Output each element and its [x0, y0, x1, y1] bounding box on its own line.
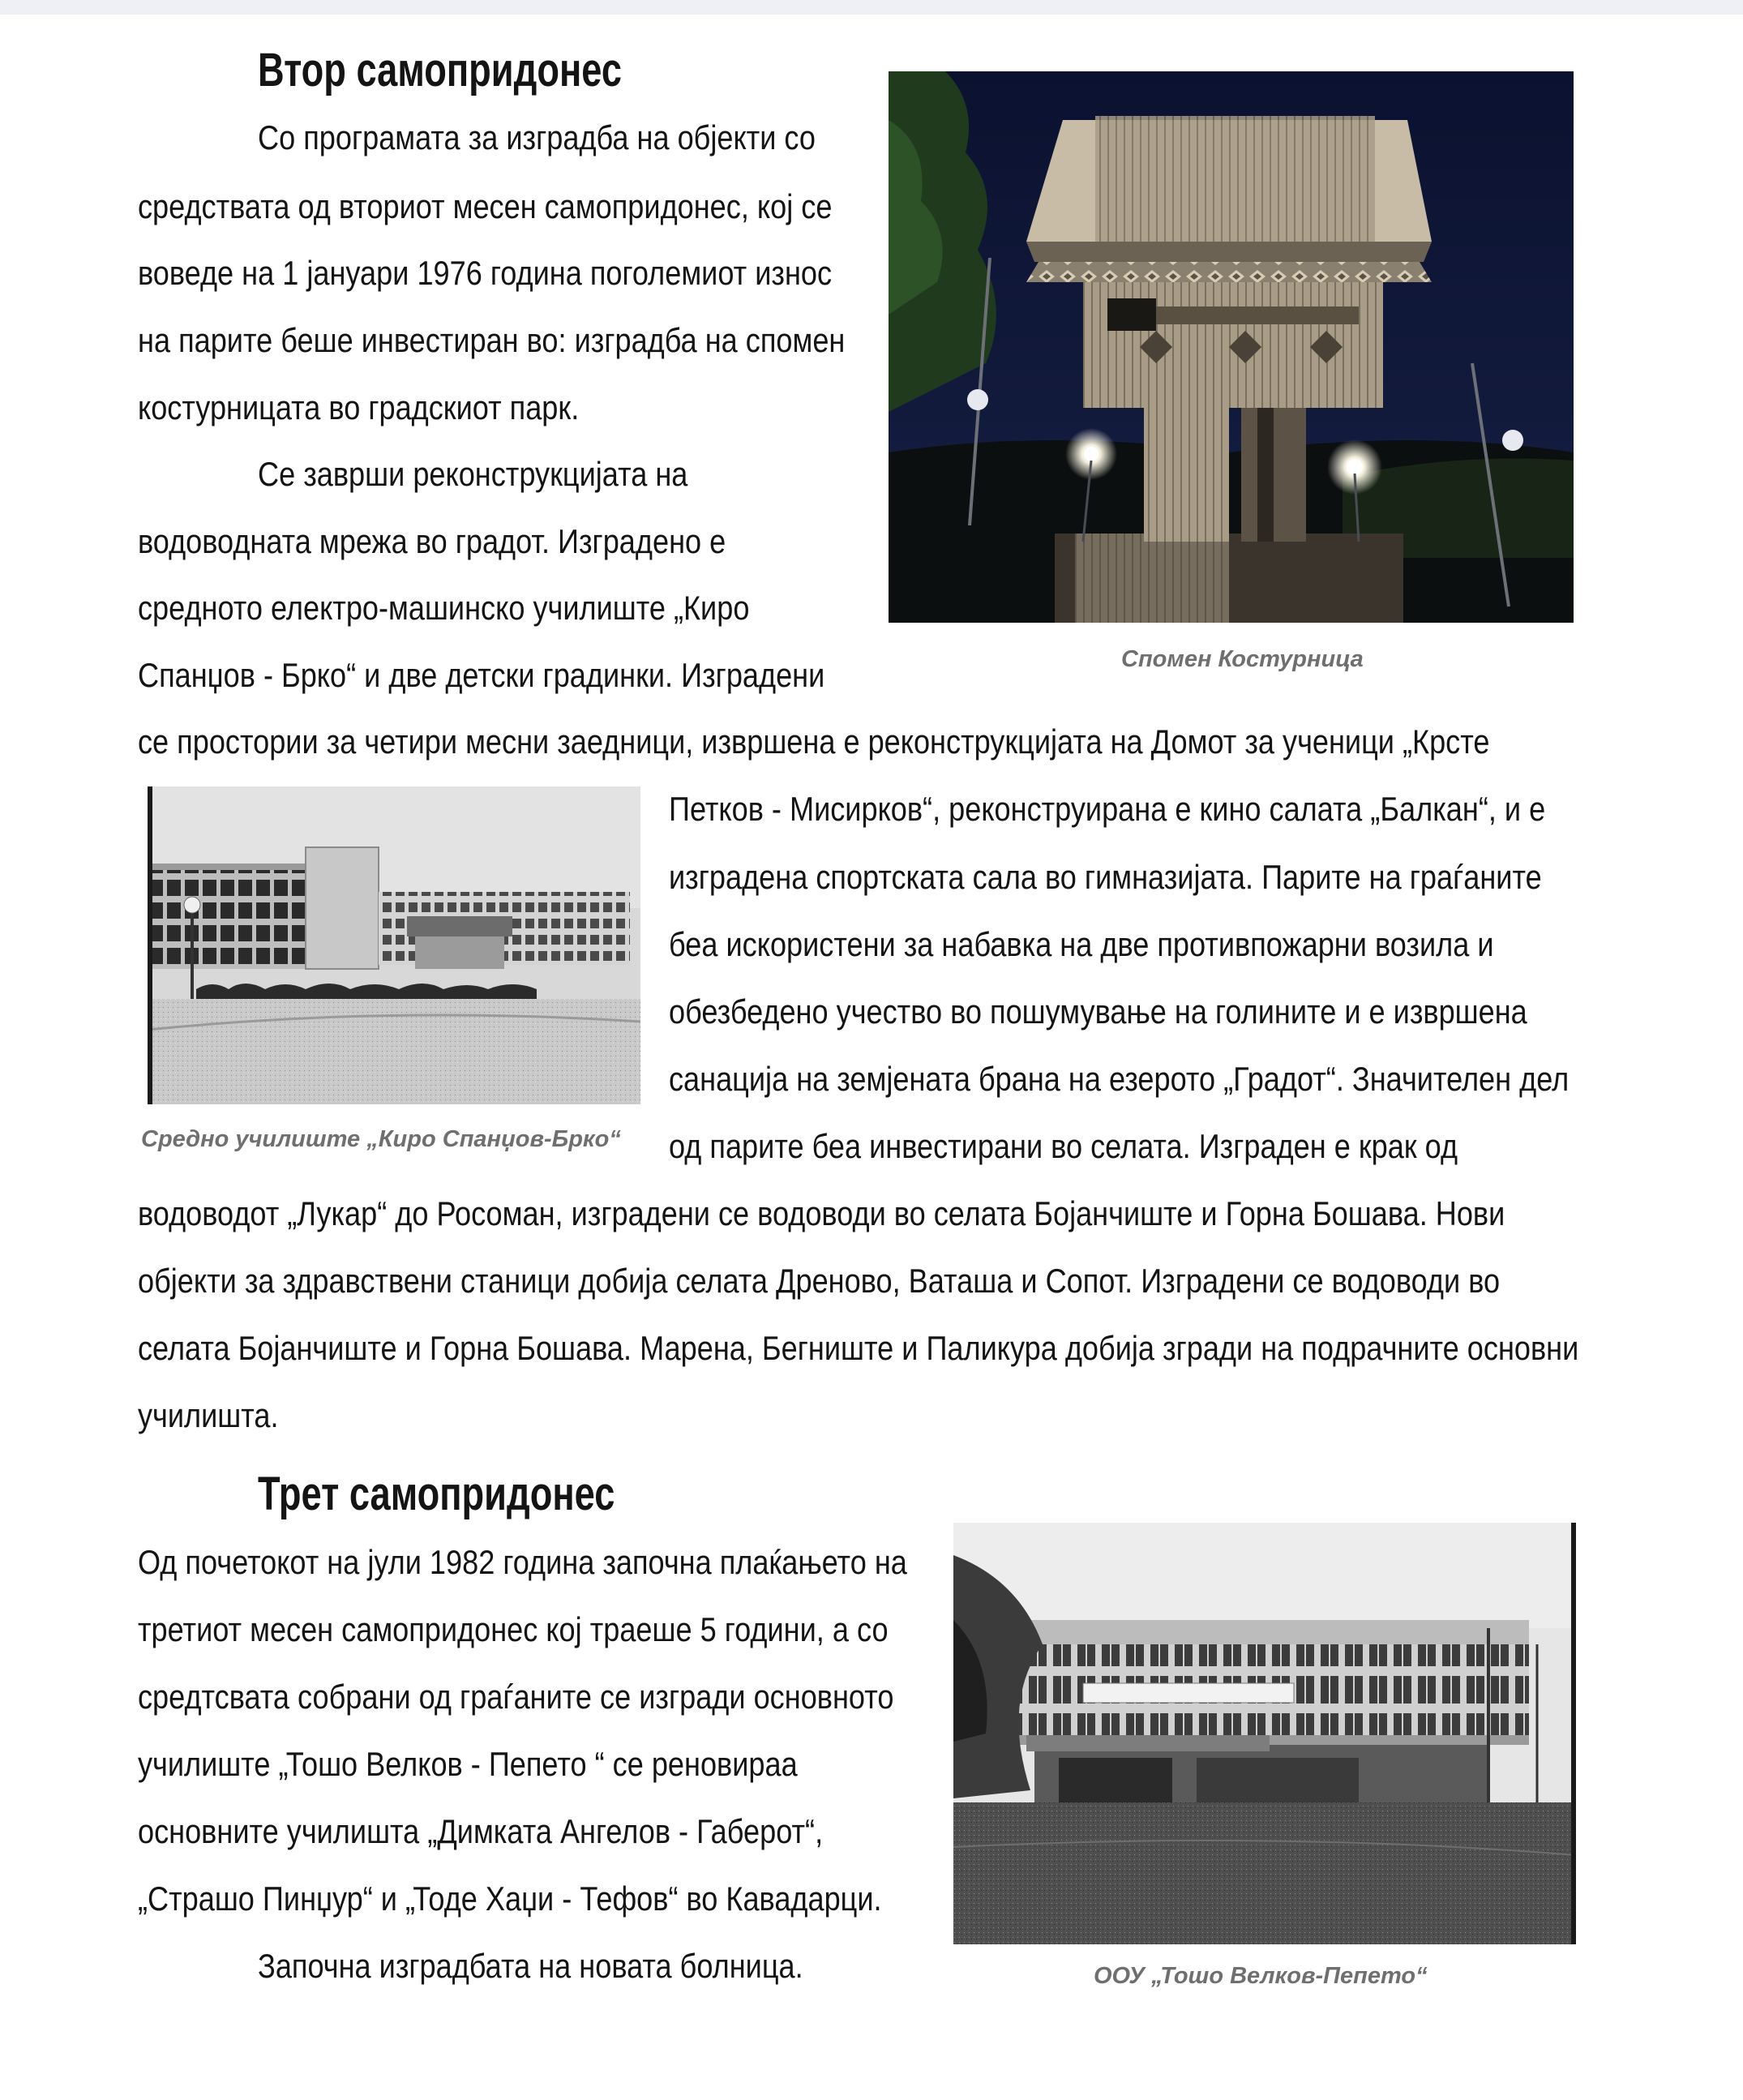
text-line: санација на земјената брана на езерото „Градот“. Значителен дел — [669, 1060, 1570, 1098]
text-line: Со програмата за изградба на објекти со — [258, 118, 816, 156]
text-line: средтсвата собрани од граѓаните се изгради основното — [138, 1678, 894, 1716]
text-line: средствата од вториот месен самопридонес, кој се — [138, 187, 833, 225]
text-line: обезбедено учество во пошумување на голините и е извршена — [669, 992, 1527, 1031]
text-line: на парите беше инвестиран во: изградба на спомен — [138, 321, 846, 359]
text-line: водоводот „Лукар“ до Росоман, изградени се водоводи во селата Бојанчиште и Горна Бошава. Нови — [138, 1194, 1505, 1232]
elementary-school-photo — [953, 1523, 1576, 1944]
text-line: средното електро-машинско училиште „Киро — [138, 589, 750, 627]
caption-memorial-ossuary: Спомен Костурница — [1121, 646, 1364, 672]
text-line: основните училишта „Димката Ангелов - Габерот“, — [138, 1812, 824, 1850]
caption-secondary-school: Средно училиште „Киро Спанџов-Брко“ — [141, 1126, 621, 1152]
text-line: училишта. — [138, 1396, 279, 1434]
text-line: Од почетокот на јули 1982 година започна плаќањето на — [138, 1543, 907, 1581]
secondary-school-photo — [148, 786, 640, 1104]
text-line: од парите беа инвестирани во селата. Изграден е крак од — [669, 1127, 1458, 1165]
text-line: се простории за четири месни заедници, извршена е реконструкцијата на Домот за ученици „Крсте — [138, 722, 1490, 761]
text-line: училиште „Тошо Велков - Пепето “ се реновираа — [138, 1745, 798, 1783]
text-line: „Страшо Пинџур“ и „Тоде Хаџи - Тефов“ во Кавадарци. — [138, 1879, 882, 1918]
text-line: изградена спортската сала во гимназијата. Парите на граѓаните — [669, 858, 1542, 896]
text-line: објекти за здравствени станици добија селата Дреново, Ваташа и Сопот. Изградени се водоводи во — [138, 1262, 1501, 1300]
caption-elementary-school: ООУ „Тошо Велков-Пепето“ — [1094, 1963, 1428, 1989]
section-heading-third-contribution: Трет самопридонес — [258, 1468, 615, 1520]
text-line: Започна изградбата на новата болница. — [258, 1947, 803, 1985]
text-line: костурницата во градскиот парк. — [138, 388, 580, 426]
text-line: Петков - Мисирков“, реконструирана е кино салата „Балкан“, и е — [669, 790, 1546, 828]
text-line: Се заврши реконструкцијата на — [258, 455, 688, 493]
section-heading-second-contribution: Втор самопридонес — [258, 44, 623, 96]
text-line: Спанџов - Брко“ и две детски градинки. Изградени — [138, 656, 825, 694]
text-line: третиот месен самопридонес кој траеше 5 години, а со — [138, 1610, 889, 1648]
text-line: воведе на 1 јануари 1976 година поголемиот износ — [138, 254, 833, 292]
page-top-strip — [0, 0, 1743, 15]
text-line: водоводната мрежа во градот. Изградено е — [138, 522, 726, 560]
text-line: беа искористени за набавка на две противпожарни возила и — [669, 925, 1494, 963]
memorial-ossuary-photo — [889, 71, 1574, 623]
text-line: селата Бојанчиште и Горна Бошава. Марена, Бегниште и Паликура добија згради на подрачните основни — [138, 1329, 1579, 1367]
